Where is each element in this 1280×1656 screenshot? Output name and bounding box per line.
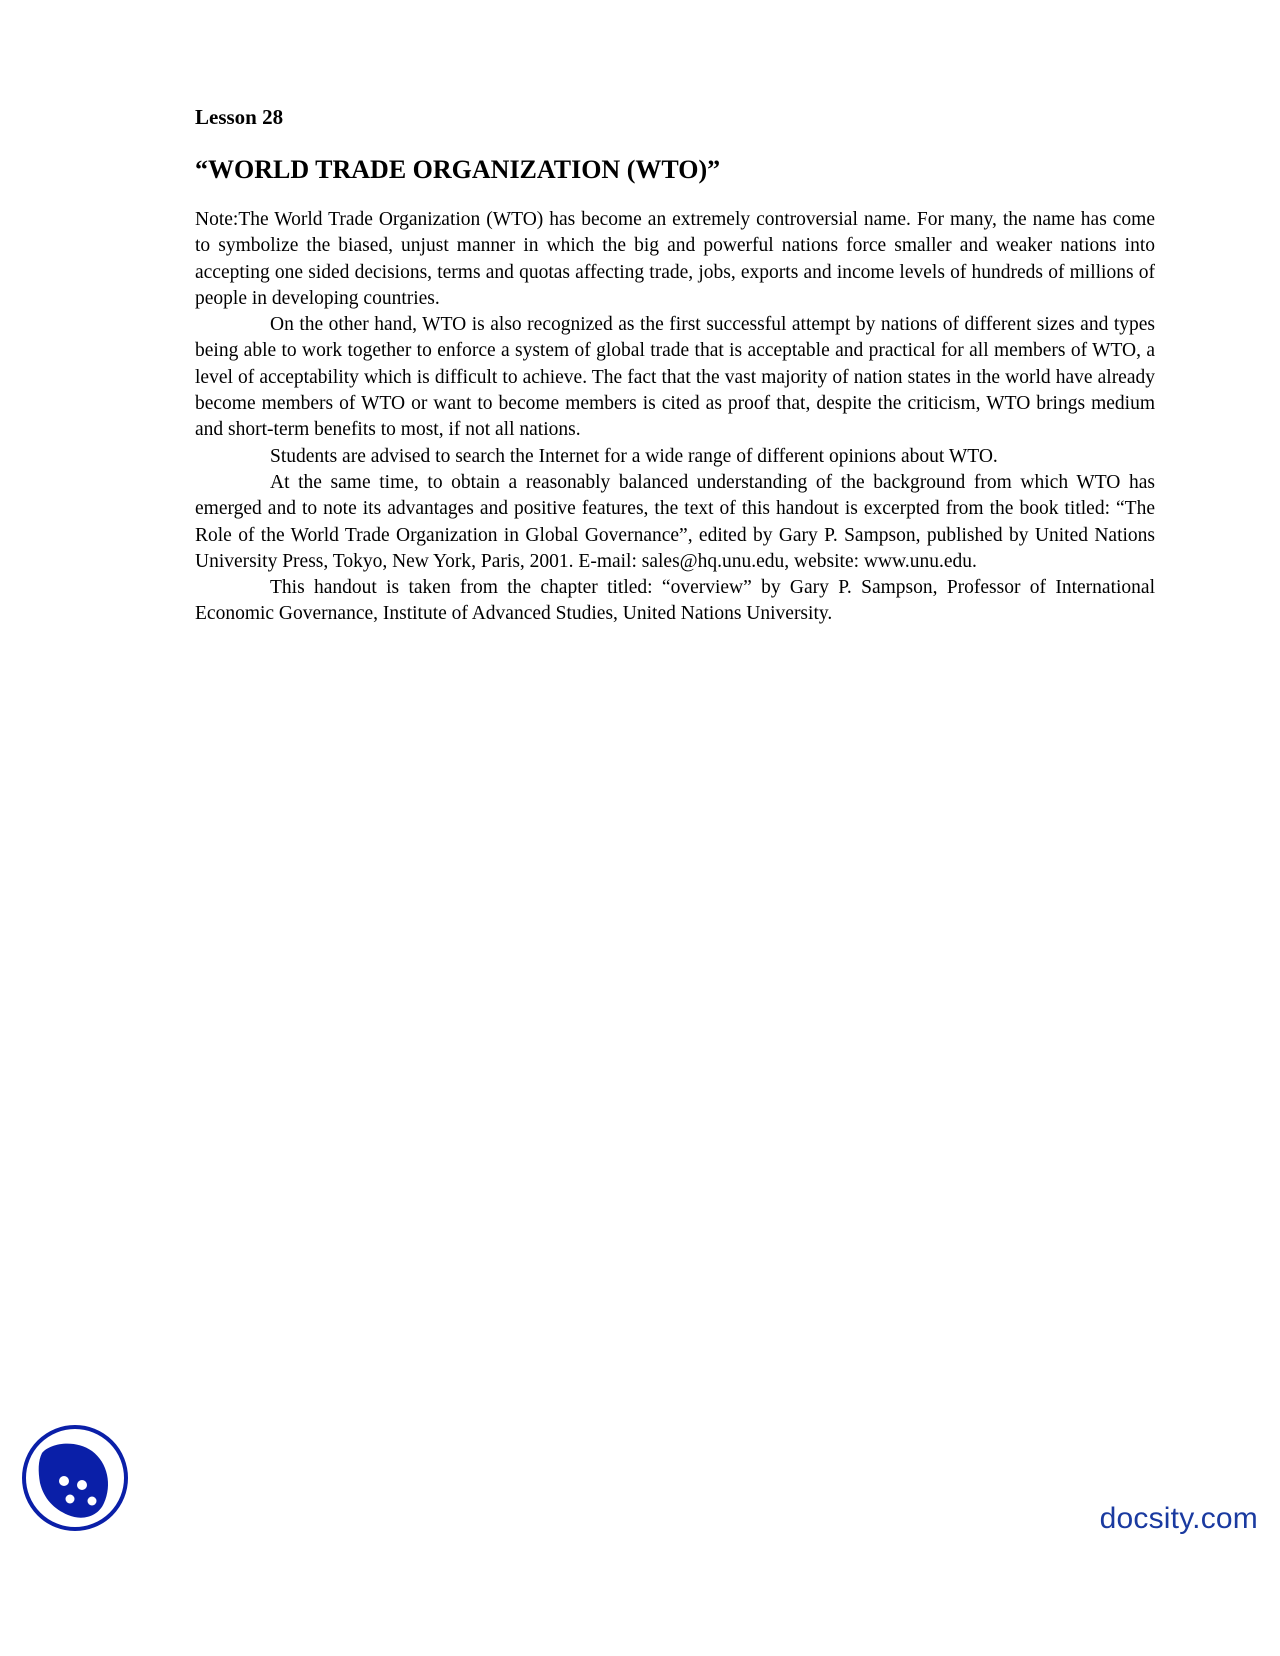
document-content xyxy=(195,103,1155,628)
paragraph-note: Note:The World Trade Organization (WTO) has become an extremely controversial name. For many, the name has come to symbolize the biased, unjust manner in which the big and powerful nations force smaller and weaker nations into accepting one sided decisions, terms and quotas affecting trade, jobs, exports and income levels of hundreds of millions of people in developing countries. xyxy=(195,209,1155,309)
paragraph-background: At the same time, to obtain a reasonably balanced understanding of the background from which WTO has emerged and to note its advantages and positive features, the text of this handout is excerpted from the book titled: “The Role of the World Trade Organization in Global Governance”, edited by Gary P. Sampson, published by United Nations University Press, Tokyo, New York, Paris, 2001. E-mail: sales@hq.unu.edu, website: www.unu.edu. xyxy=(195,471,1155,572)
document-body xyxy=(195,207,1155,628)
paragraph-handout-source: This handout is taken from the chapter titled: “overview” by Gary P. Sampson, Professor of International Economic Governance, Institute of Advanced Studies, United Nations University. xyxy=(195,577,1155,625)
docsity-logo-icon[interactable] xyxy=(20,1423,130,1533)
docsity-brand-link[interactable]: docsity.com xyxy=(1099,1502,1258,1535)
lesson-label: Lesson 28 xyxy=(195,105,284,129)
document-title: “WORLD TRADE ORGANIZATION (WTO)” xyxy=(195,155,721,184)
paragraph-students-advised: Students are advised to search the Internet for a wide range of different opinions about WTO. xyxy=(270,445,998,467)
paragraph-other-hand: On the other hand, WTO is also recognized as the first successful attempt by nations of different sizes and types being able to work together to enforce a system of global trade that is acceptable and practical for all members of WTO, a level of acceptability which is difficult to achieve. The fact that the vast majority of nation states in the world have already become members of WTO or want to become members is cited as proof that, despite the criticism, WTO brings medium and short-term benefits to most, if not all nations. xyxy=(195,314,1155,441)
